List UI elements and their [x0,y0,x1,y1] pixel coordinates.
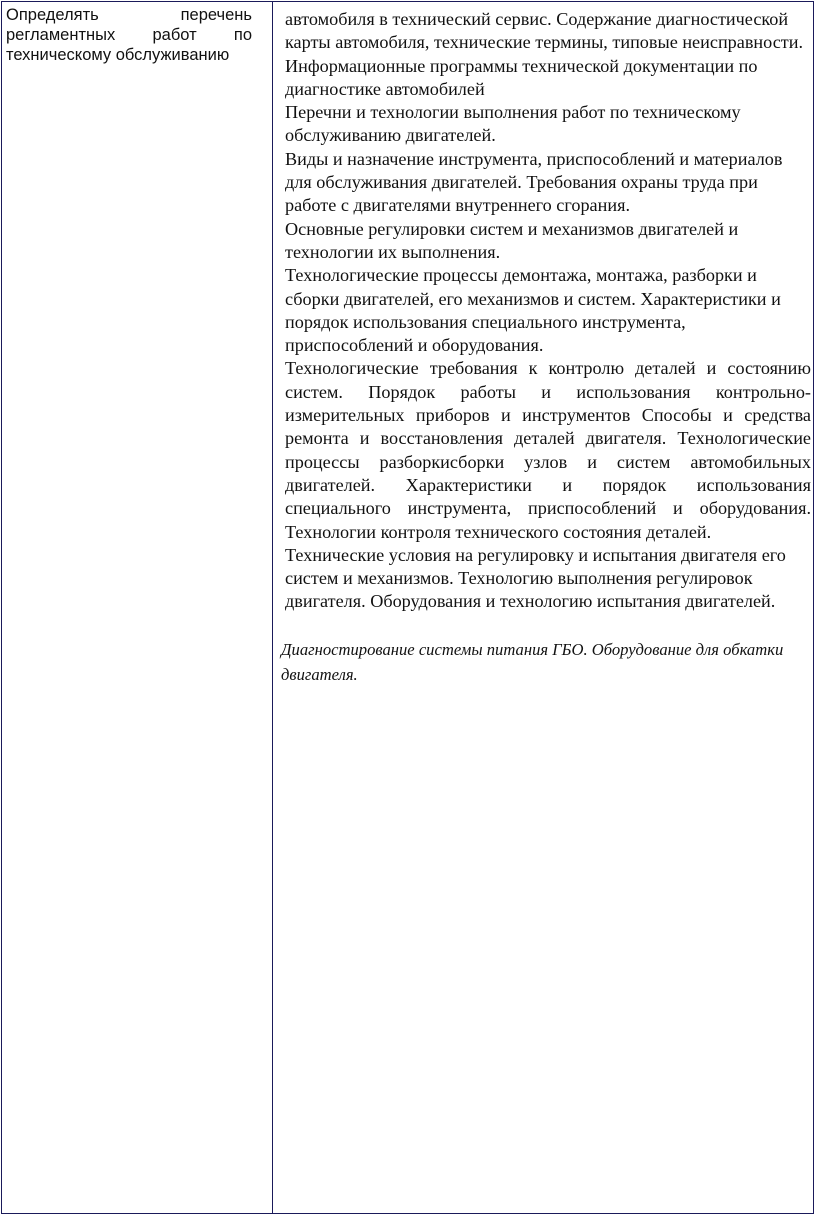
knowledge-cell [273,2,813,1213]
skill-text: Определять перечень регламентных работ по техническому обслуживанию [6,6,252,64]
knowledge-paragraph-5: Технологические процессы демонтажа, монтажа, разборки и сборки двигателей, его механизмов и систем. Характеристики и порядок использования специального инструмента, приспособлений и оборудования. [285,265,781,356]
italic-note: Диагностирование системы питания ГБО. Оборудование для обкатки двигателя. [281,639,784,684]
competency-table [1,1,814,1214]
skill-cell [2,2,273,1213]
knowledge-paragraph-1: автомобиля в технический сервис. Содержание диагностической карты автомобиля, технические термины, типовые неисправности. Информационные программы технической документации по диагностике автомобилей [285,9,804,99]
knowledge-paragraph-2: Перечни и технологии выполнения работ по техническому обслуживанию двигателей. [285,102,741,146]
knowledge-paragraph-7: Технические условия на регулировку и испытания двигателя его систем и механизмов. Технологию выполнения регулировок двигателя. Оборудования и технологию испытания двигателей. [285,544,786,612]
knowledge-paragraph-3: Виды и назначение инструмента, приспособлений и материалов для обслуживания двигателей. Требования охраны труда при работе с двигателями внутреннего сгорания. [285,148,783,216]
knowledge-paragraph-4: Основные регулировки систем и механизмов двигателей и технологии их выполнения. [285,218,739,262]
knowledge-paragraph-6: Технологические требования к контролю деталей и состоянию систем. Порядок работы и использования контрольно-измерительных приборов и инструментов Способы и средства ремонта и восстановления деталей двигателя. Технологические процессы разборкисборки узлов и систем автомобильных двигателей. Характеристики и порядок использования специального инструмента, приспособлений и оборудования. Технологии контроля технического состояния деталей. [285,358,811,542]
